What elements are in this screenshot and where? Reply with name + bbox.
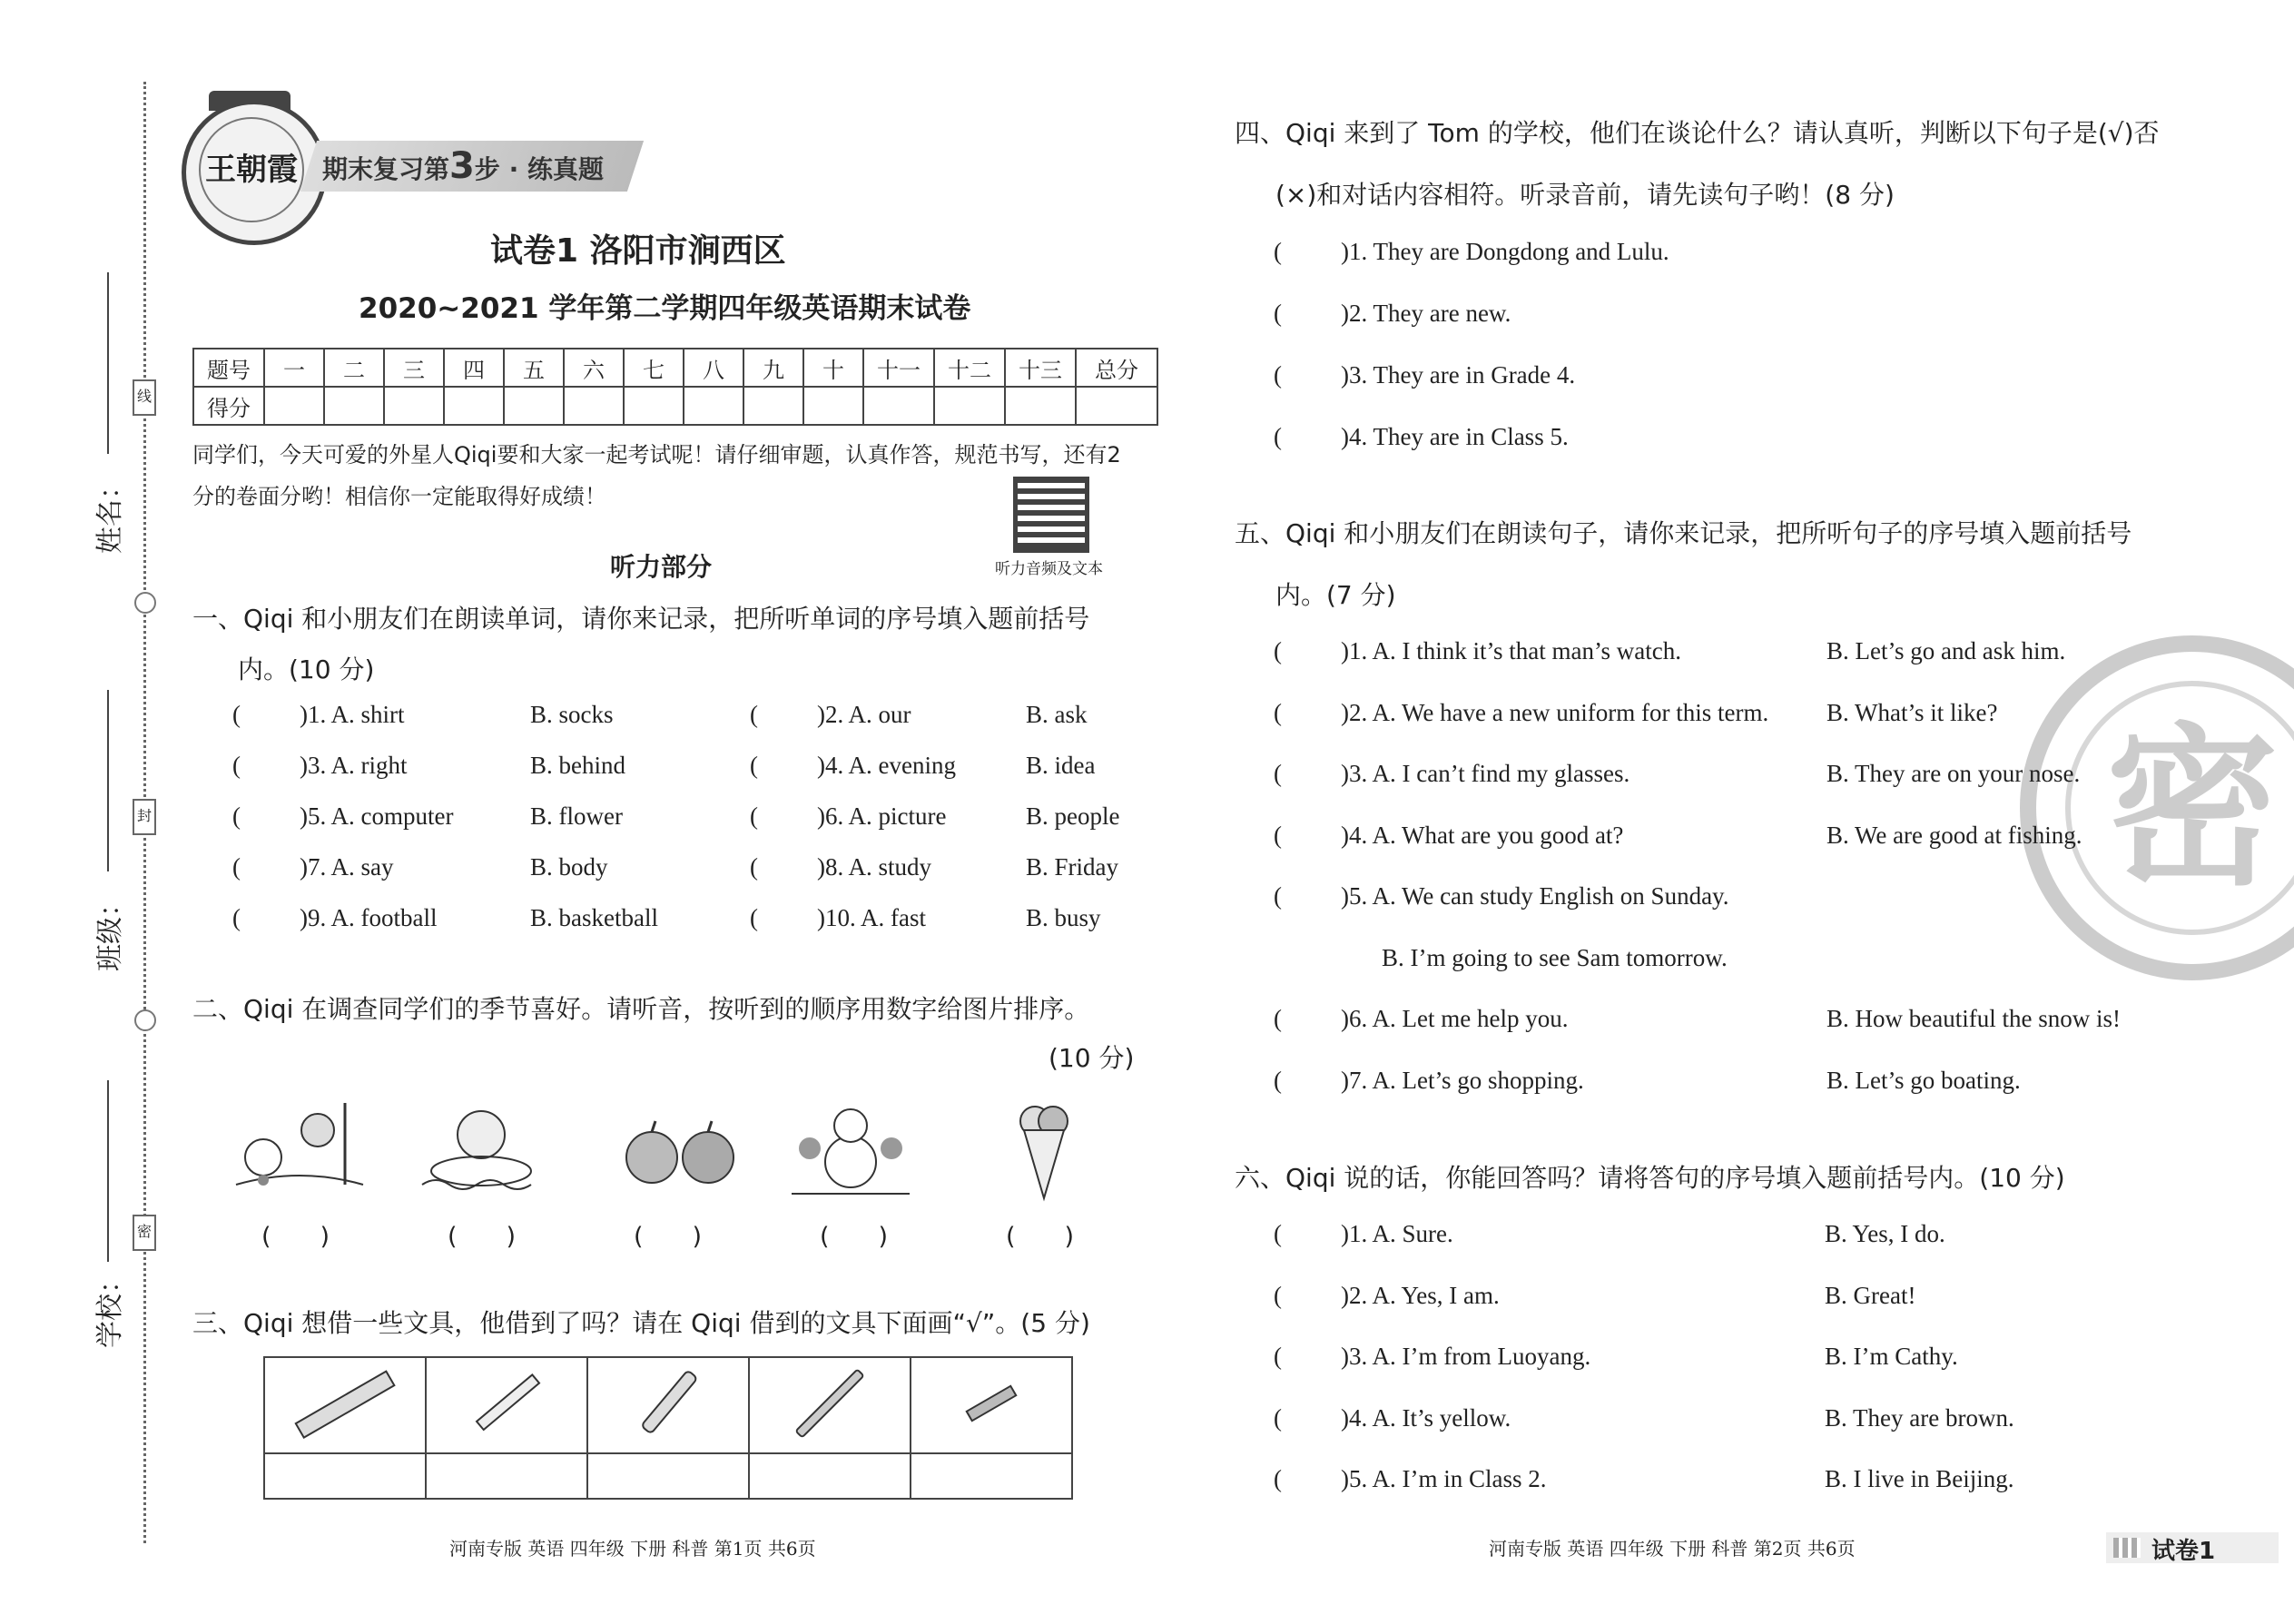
option-b: B. I live in Beijing. xyxy=(1825,1465,2014,1492)
option-a: )2. A. We have a new uniform for this term. xyxy=(1341,698,1769,726)
option-a: )3. A. I’m from Luoyang. xyxy=(1341,1343,1591,1370)
option-b: B. ask xyxy=(1026,701,1088,728)
answer-bracket[interactable]: ( xyxy=(1274,882,1282,910)
score-header-cell: 六 xyxy=(564,349,624,387)
option-a: )2. A. Yes, I am. xyxy=(1341,1281,1500,1309)
seal-xian: 线 xyxy=(133,379,156,416)
seal-feng: 封 xyxy=(133,799,156,835)
option-b: B. Let’s go and ask him. xyxy=(1826,637,2066,664)
score-header-cell: 十三 xyxy=(1005,349,1076,387)
section1-title: 一、Qiqi 和小朋友们在朗读单词，请你来记录，把所听单词的序号填入题前括号 xyxy=(192,604,1090,634)
score-cell[interactable] xyxy=(743,387,803,425)
option-a: )6. A. picture xyxy=(817,802,947,830)
answer-bracket[interactable]: ( ) xyxy=(448,1223,517,1251)
score-table-header-row xyxy=(193,349,1157,387)
option-a: )8. A. study xyxy=(817,853,932,881)
stationery-table xyxy=(263,1356,1073,1500)
stationery-cell xyxy=(587,1357,749,1453)
check-cell[interactable] xyxy=(426,1453,587,1499)
option-a: )7. A. Let’s go shopping. xyxy=(1341,1066,1584,1094)
score-cell[interactable] xyxy=(863,387,934,425)
option-a: )1. A. shirt xyxy=(300,701,405,728)
section4-title: 四、Qiqi 来到了 Tom 的学校，他们在谈论什么？请认真听，判断以下句子是(√)否 xyxy=(1235,118,2160,148)
option-b: B. We are good at fishing. xyxy=(1826,821,2082,849)
option-a: )7. A. say xyxy=(300,853,394,881)
option-a: )1. A. Sure. xyxy=(1341,1220,1453,1247)
score-cell[interactable] xyxy=(444,387,504,425)
footer-page2: 河南专版 英语 四年级 下册 科普 第2页 共6页 xyxy=(1489,1538,1856,1560)
exam-subtitle: 2020~2021 学年第二学期四年级英语期末试卷 xyxy=(359,292,971,325)
answer-bracket[interactable]: ( xyxy=(750,802,758,830)
option-b: B. idea xyxy=(1026,752,1096,779)
score-header-cell: 题号 xyxy=(193,349,264,387)
option-b: B. behind xyxy=(530,752,625,779)
score-cell[interactable] xyxy=(324,387,384,425)
answer-bracket[interactable]: ( xyxy=(1274,698,1282,726)
score-cell[interactable] xyxy=(264,387,324,425)
score-header-cell: 三 xyxy=(384,349,444,387)
score-cell[interactable] xyxy=(1076,387,1157,425)
intro-text: 同学们，今天可爱的外星人Qiqi要和大家一起考试呢！请仔细审题，认真作答，规范书写，还有2分的卷面分哟！相信你一定能取得好成绩！ xyxy=(192,442,1121,509)
score-header-cell: 七 xyxy=(624,349,684,387)
answer-bracket[interactable]: ( xyxy=(1274,423,1282,450)
check-cell[interactable] xyxy=(587,1453,749,1499)
listening-heading: 听力部分 xyxy=(610,552,713,582)
statement: )1. They are Dongdong and Lulu. xyxy=(1341,238,1669,265)
answer-bracket[interactable]: ( xyxy=(232,701,241,728)
option-b: B. They are brown. xyxy=(1825,1403,2014,1432)
score-row-label: 得分 xyxy=(193,387,264,425)
punch-hole-icon xyxy=(134,1009,156,1031)
option-a: )5. A. I’m in Class 2. xyxy=(1341,1465,1547,1492)
option-a: )2. A. our xyxy=(817,701,911,728)
score-cell[interactable] xyxy=(934,387,1005,425)
answer-bracket[interactable]: ( ) xyxy=(820,1223,889,1251)
exam-title: 试卷1 洛阳市涧西区 xyxy=(490,232,786,270)
pen-icon xyxy=(588,1358,748,1449)
brand-logo-text: 王朝霞 xyxy=(199,117,304,222)
option-a: )10. A. fast xyxy=(817,904,926,931)
check-cell[interactable] xyxy=(264,1453,426,1499)
answer-bracket[interactable]: ( xyxy=(1274,1005,1282,1032)
spring-park-icon xyxy=(227,1094,372,1203)
answer-bracket[interactable]: ( xyxy=(1274,300,1282,327)
answer-bracket[interactable]: ( xyxy=(1274,1281,1282,1309)
school-line xyxy=(107,1080,109,1262)
option-a: )6. A. Let me help you. xyxy=(1341,1005,1569,1032)
answer-bracket[interactable]: ( xyxy=(750,904,758,931)
answer-bracket[interactable]: ( ) xyxy=(634,1223,703,1251)
class-label: 班级： xyxy=(94,890,126,971)
option-b: B. How beautiful the snow is! xyxy=(1826,1005,2121,1032)
answer-bracket[interactable]: ( xyxy=(1274,1465,1282,1492)
score-header-cell: 十二 xyxy=(934,349,1005,387)
option-a: )5. A. computer xyxy=(300,802,454,830)
ruler-icon xyxy=(265,1358,425,1449)
check-cell[interactable] xyxy=(911,1453,1072,1499)
stationery-cell xyxy=(911,1357,1072,1453)
option-a: )4. A. What are you good at? xyxy=(1341,821,1624,849)
option-b: B. Yes, I do. xyxy=(1825,1220,1945,1247)
brand-logo xyxy=(182,100,327,245)
score-table xyxy=(192,348,1158,426)
class-line xyxy=(107,690,109,871)
option-a: )3. A. I can’t find my glasses. xyxy=(1341,760,1630,787)
score-header-cell: 八 xyxy=(684,349,743,387)
section5-title: 五、Qiqi 和小朋友们在朗读句子，请你来记录，把所听句子的序号填入题前括号 xyxy=(1235,518,2132,548)
crayon-icon xyxy=(911,1358,1071,1449)
ice-cream-icon xyxy=(1008,1094,1080,1203)
score-header-cell: 十 xyxy=(803,349,863,387)
section6-title: 六、Qiqi 说的话，你能回答吗？请将答句的序号填入题前括号内。(10 分) xyxy=(1235,1163,2065,1193)
score-cell[interactable] xyxy=(384,387,444,425)
section4-title-cont: (×)和对话内容相符。听录音前，请先读句子哟！(8 分) xyxy=(1275,180,1895,210)
section2-score: (10 分) xyxy=(1049,1043,1135,1073)
score-header-cell: 一 xyxy=(264,349,324,387)
option-a: )3. A. right xyxy=(300,752,408,779)
answer-bracket[interactable]: ( xyxy=(232,802,241,830)
answer-bracket[interactable]: ( xyxy=(232,752,241,779)
answer-bracket[interactable]: ( xyxy=(232,904,241,931)
check-cell[interactable] xyxy=(749,1453,911,1499)
option-b: B. Friday xyxy=(1026,853,1119,881)
apples-icon xyxy=(617,1094,744,1203)
punch-hole-icon xyxy=(134,592,156,614)
answer-bracket[interactable]: ( xyxy=(232,853,241,881)
score-table-score-row xyxy=(193,387,1157,425)
option-a: )9. A. football xyxy=(300,904,438,931)
name-label: 姓名： xyxy=(94,472,126,554)
section2-title: 二、Qiqi 在调查同学们的季节喜好。请听音，按听到的顺序用数字给图片排序。 xyxy=(192,994,1090,1024)
option-b: B. busy xyxy=(1026,904,1101,931)
seal-mi: 密 xyxy=(133,1215,156,1251)
option-b: B. people xyxy=(1026,802,1120,830)
score-header-cell: 二 xyxy=(324,349,384,387)
score-cell[interactable] xyxy=(803,387,863,425)
answer-bracket[interactable]: ( xyxy=(1274,361,1282,389)
name-line xyxy=(107,272,109,454)
answer-bracket[interactable]: ( xyxy=(1274,1066,1282,1094)
option-b: B. body xyxy=(530,853,608,881)
score-header-cell: 九 xyxy=(743,349,803,387)
answer-bracket[interactable]: ( xyxy=(1274,821,1282,849)
section1-title-cont: 内。(10 分) xyxy=(238,655,375,684)
answer-bracket[interactable]: ( xyxy=(1274,1220,1282,1247)
option-a: )4. A. It’s yellow. xyxy=(1341,1403,1511,1432)
answer-bracket[interactable]: ( xyxy=(1274,1403,1282,1432)
section3-title: 三、Qiqi 想借一些文具，他借到了吗？请在 Qiqi 借到的文具下面画“√”。(5 分) xyxy=(192,1308,1090,1338)
section5-title-cont: 内。(7 分) xyxy=(1275,580,1396,610)
score-cell[interactable] xyxy=(1005,387,1076,425)
score-cell[interactable] xyxy=(504,387,564,425)
answer-bracket[interactable]: ( xyxy=(1274,1343,1282,1370)
ballpen-icon xyxy=(750,1358,910,1449)
score-cell[interactable] xyxy=(624,387,684,425)
statement: )3. They are in Grade 4. xyxy=(1341,361,1576,389)
stationery-cell xyxy=(749,1357,911,1453)
answer-bracket[interactable]: ( xyxy=(750,853,758,881)
snowman-icon xyxy=(783,1094,919,1203)
option-a: )4. A. evening xyxy=(817,752,956,779)
school-label: 学校： xyxy=(94,1266,126,1348)
option-b: B. Great! xyxy=(1825,1281,1916,1309)
option-b: B. flower xyxy=(530,802,623,830)
option-b: B. Let’s go boating. xyxy=(1826,1066,2021,1094)
footer-page1: 河南专版 英语 四年级 下册 科普 第1页 共6页 xyxy=(449,1538,816,1560)
answer-bracket[interactable]: ( xyxy=(750,701,758,728)
answer-bracket[interactable]: ( xyxy=(1274,760,1282,787)
swimming-icon xyxy=(413,1094,549,1203)
stationery-cell xyxy=(264,1357,426,1453)
score-cell[interactable] xyxy=(684,387,743,425)
banner-text: 期末复习第3步 · 练真题 xyxy=(322,145,604,187)
option-b: B. socks xyxy=(530,701,614,728)
option-a: )5. A. We can study English on Sunday. xyxy=(1341,882,1729,910)
statement: )4. They are in Class 5. xyxy=(1341,423,1569,450)
statement: )2. They are new. xyxy=(1341,300,1511,327)
exam-tag: 试卷1 xyxy=(2151,1538,2216,1565)
qr-code-icon[interactable] xyxy=(1013,477,1089,553)
tag-pattern-icon xyxy=(2113,1538,2141,1558)
answer-bracket[interactable]: ( ) xyxy=(261,1223,330,1251)
pencil-icon xyxy=(427,1358,586,1449)
option-b: B. I’m Cathy. xyxy=(1825,1343,1958,1370)
watermark-stamp-char: 密 xyxy=(2065,681,2294,935)
answer-bracket[interactable]: ( ) xyxy=(1006,1223,1075,1251)
option-b: B. What’s it like? xyxy=(1826,698,1998,726)
option-b: B. basketball xyxy=(530,904,658,931)
answer-bracket[interactable]: ( xyxy=(1274,238,1282,265)
score-header-cell: 四 xyxy=(444,349,504,387)
option-a: )1. A. I think it’s that man’s watch. xyxy=(1341,637,1681,664)
score-header-cell: 五 xyxy=(504,349,564,387)
option-b: B. They are on your nose. xyxy=(1826,760,2081,787)
answer-bracket[interactable]: ( xyxy=(750,752,758,779)
stationery-cell xyxy=(426,1357,587,1453)
answer-bracket[interactable]: ( xyxy=(1274,637,1282,664)
qr-caption: 听力音频及文本 xyxy=(995,560,1103,578)
score-header-cell: 十一 xyxy=(863,349,934,387)
option-b: B. I’m going to see Sam tomorrow. xyxy=(1382,943,1728,971)
score-cell[interactable] xyxy=(564,387,624,425)
score-header-cell: 总分 xyxy=(1076,349,1157,387)
